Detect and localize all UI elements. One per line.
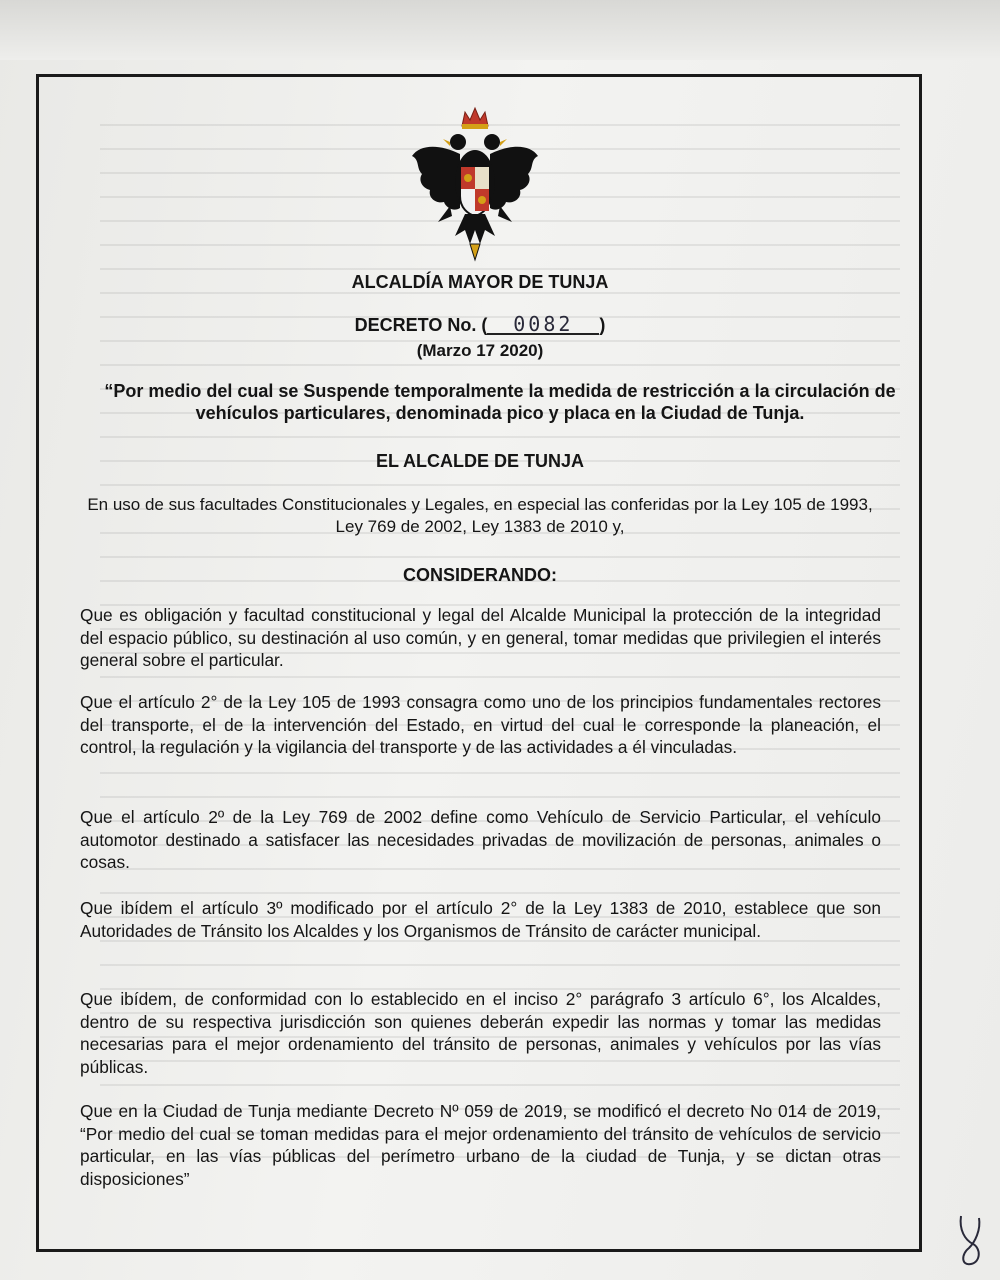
decree-date: (Marzo 17 2020)	[416, 341, 544, 360]
considering-paragraph: Que es obligación y facultad constitucional y legal del Alcalde Municipal la protección de la integridad del espacio público, su destinación al uso común, y en general, tomar medidas que privilegien el interés general sobre el particular.	[80, 605, 881, 670]
decree-subject: “Por medio del cual se Suspende temporalmente la medida de restricción a la circulación de vehículos particulares, denominada pico y placa en la Ciudad de Tunja.	[104, 381, 896, 423]
legal-powers: En uso de sus facultades Constitucionales y Legales, en especial las conferidas por la Ley 105 de 1993, Ley 769 de 2002, Ley 1383 de 2010 y,	[87, 495, 873, 536]
considering-paragraph: Que el artículo 2° de la Ley 105 de 1993 consagra como uno de los principios fundamentales rectores del transporte, el de la intervención del Estado, en virtud del cual le corresponde la planeación, el control, la regulación y la vigilancia del transporte y de las actividades a él vinculadas.	[80, 692, 881, 757]
handwritten-initial-icon	[955, 1210, 987, 1270]
paper-shadow	[0, 0, 1000, 60]
considering-paragraph: Que el artículo 2º de la Ley 769 de 2002 define como Vehículo de Servicio Particular, el vehículo automotor destinado a satisfacer las necesidades privadas de movilización de personas, animales o cosas.	[80, 807, 881, 872]
considering-heading: CONSIDERANDO:	[402, 565, 557, 585]
office-title: ALCALDÍA MAYOR DE TUNJA	[351, 272, 609, 292]
authority-heading: EL ALCALDE DE TUNJA	[375, 451, 584, 471]
decree-label: DECRETO No. (	[354, 315, 488, 335]
considering-paragraph: Que ibídem el artículo 3º modificado por el artículo 2° de la Ley 1383 de 2010, establece que son Autoridades de Tránsito los Alcaldes y los Organismos de Tránsito de carácter municipal.	[80, 898, 881, 941]
considering-paragraph: Que en la Ciudad de Tunja mediante Decreto Nº 059 de 2019, se modificó el decreto No 014 de 2019, “Por medio del cual se toman medidas para el mejor ordenamiento del tránsito de vehículos de servicio particular, en las vías públicas del perímetro urbano de la ciudad de Tunja, y se dictan otras disposiciones”	[80, 1101, 881, 1189]
decree-number: 0082	[487, 315, 599, 335]
decree-close: )	[599, 315, 606, 335]
decree-heading	[40, 312, 920, 336]
coat-of-arms-icon	[410, 104, 540, 264]
considering-paragraph: Que ibídem, de conformidad con lo establecido en el inciso 2° parágrafo 3 artículo 6°, los Alcaldes, dentro de su respectiva jurisdicción son quienes deberán expedir las normas y tomar las medidas necesarias para el mejor ordenamiento del tránsito de personas, animales y vehículos por las vías públicas.	[80, 989, 881, 1077]
